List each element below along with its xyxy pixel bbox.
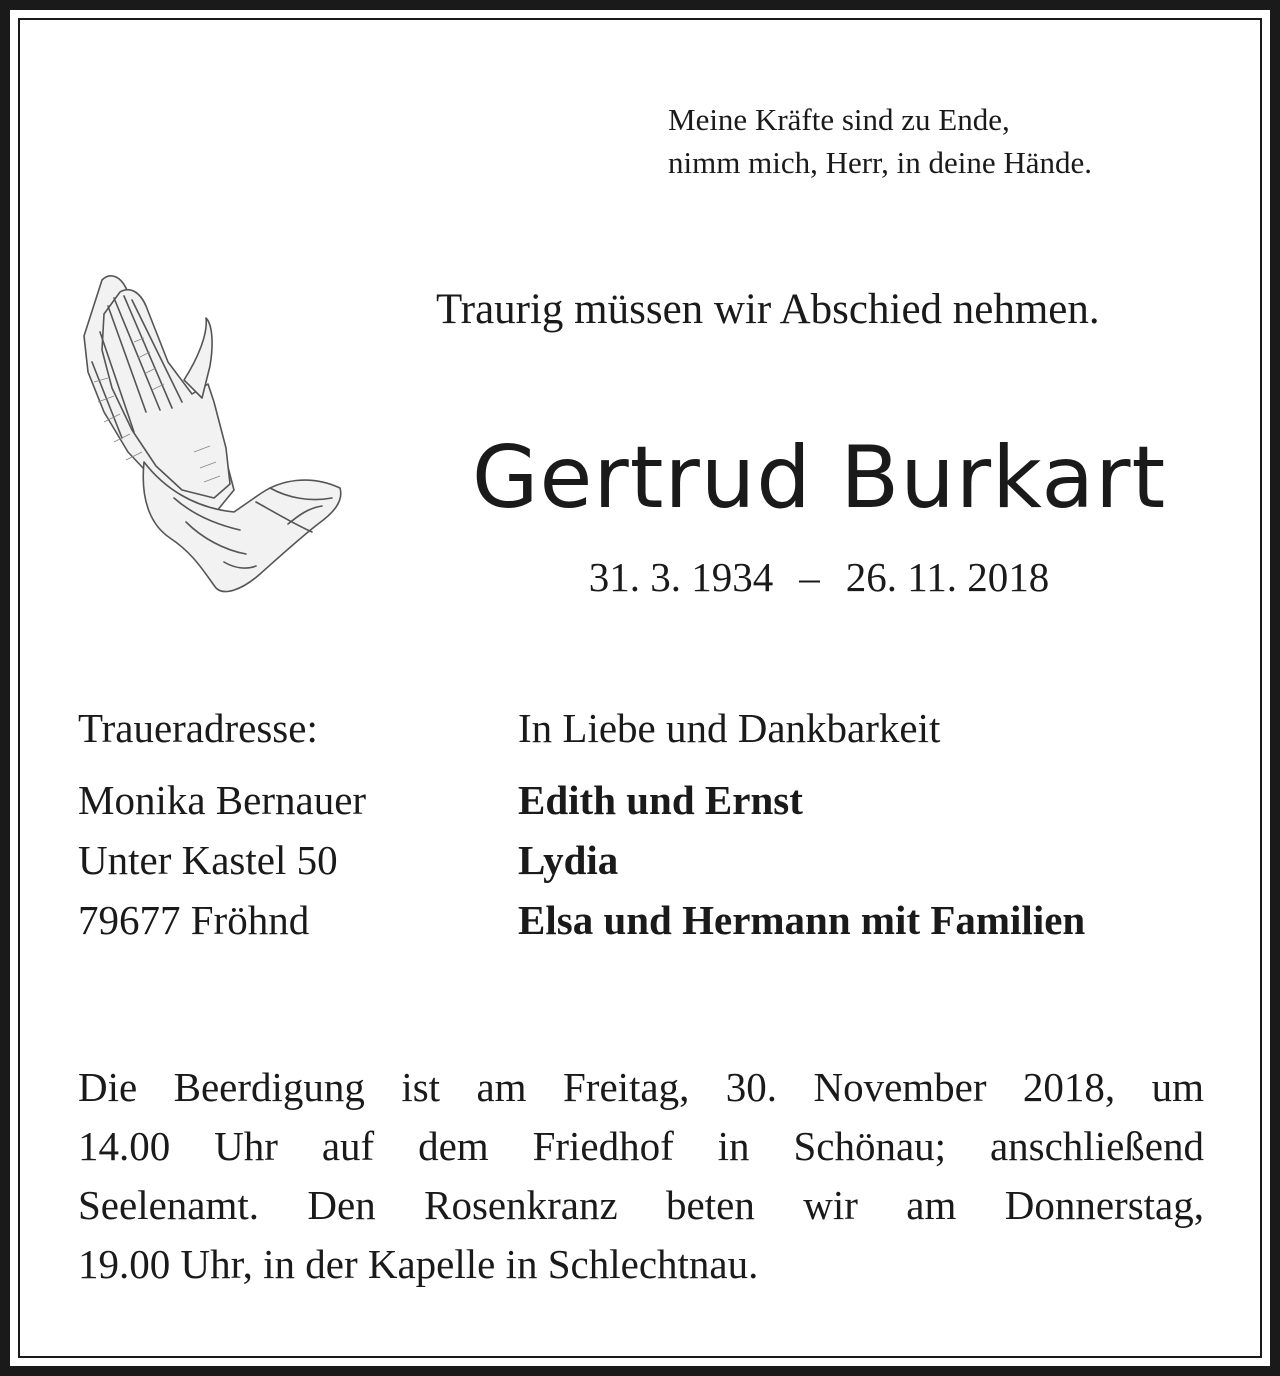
- address-city: 79677 Fröhnd: [78, 897, 310, 943]
- mourners-label: In Liebe und Dankbarkeit: [518, 705, 941, 751]
- bible-verse: [668, 98, 1092, 184]
- funeral-line: Die Beerdigung ist am Freitag, 30. November 2018, um: [78, 1064, 1204, 1110]
- death-date: 26. 11. 2018: [845, 554, 1050, 600]
- date-separator: –: [799, 554, 820, 600]
- address-label: Traueradresse:: [78, 705, 318, 751]
- funeral-details: [78, 1058, 1204, 1294]
- funeral-line: 19.00 Uhr, in der Kapelle in Schlechtnau.: [78, 1241, 759, 1287]
- address-name: Monika Bernauer: [78, 777, 367, 823]
- mourners-list: [518, 698, 1085, 950]
- verse-line-1: Meine Kräfte sind zu Ende,: [668, 102, 1010, 137]
- verse-line-2: nimm mich, Herr, in deine Hände.: [668, 145, 1093, 180]
- birth-date: 31. 3. 1934: [588, 554, 774, 600]
- funeral-line: Seelenamt. Den Rosenkranz beten wir am Donnerstag,: [78, 1182, 1204, 1228]
- funeral-line: 14.00 Uhr auf dem Friedhof in Schönau; anschließend: [78, 1123, 1204, 1169]
- address-street: Unter Kastel 50: [78, 837, 338, 883]
- mourner-name: Lydia: [518, 837, 619, 883]
- praying-hands-icon: [74, 262, 352, 602]
- mourner-name: Elsa und Hermann mit Familien: [518, 897, 1086, 943]
- mourning-address: [78, 698, 366, 950]
- life-dates: [436, 550, 1202, 604]
- mourner-name: Edith und Ernst: [518, 777, 803, 823]
- intro-text: Traurig müssen wir Abschied nehmen.: [436, 286, 1100, 333]
- deceased-name: Gertrud Burkart: [471, 428, 1167, 528]
